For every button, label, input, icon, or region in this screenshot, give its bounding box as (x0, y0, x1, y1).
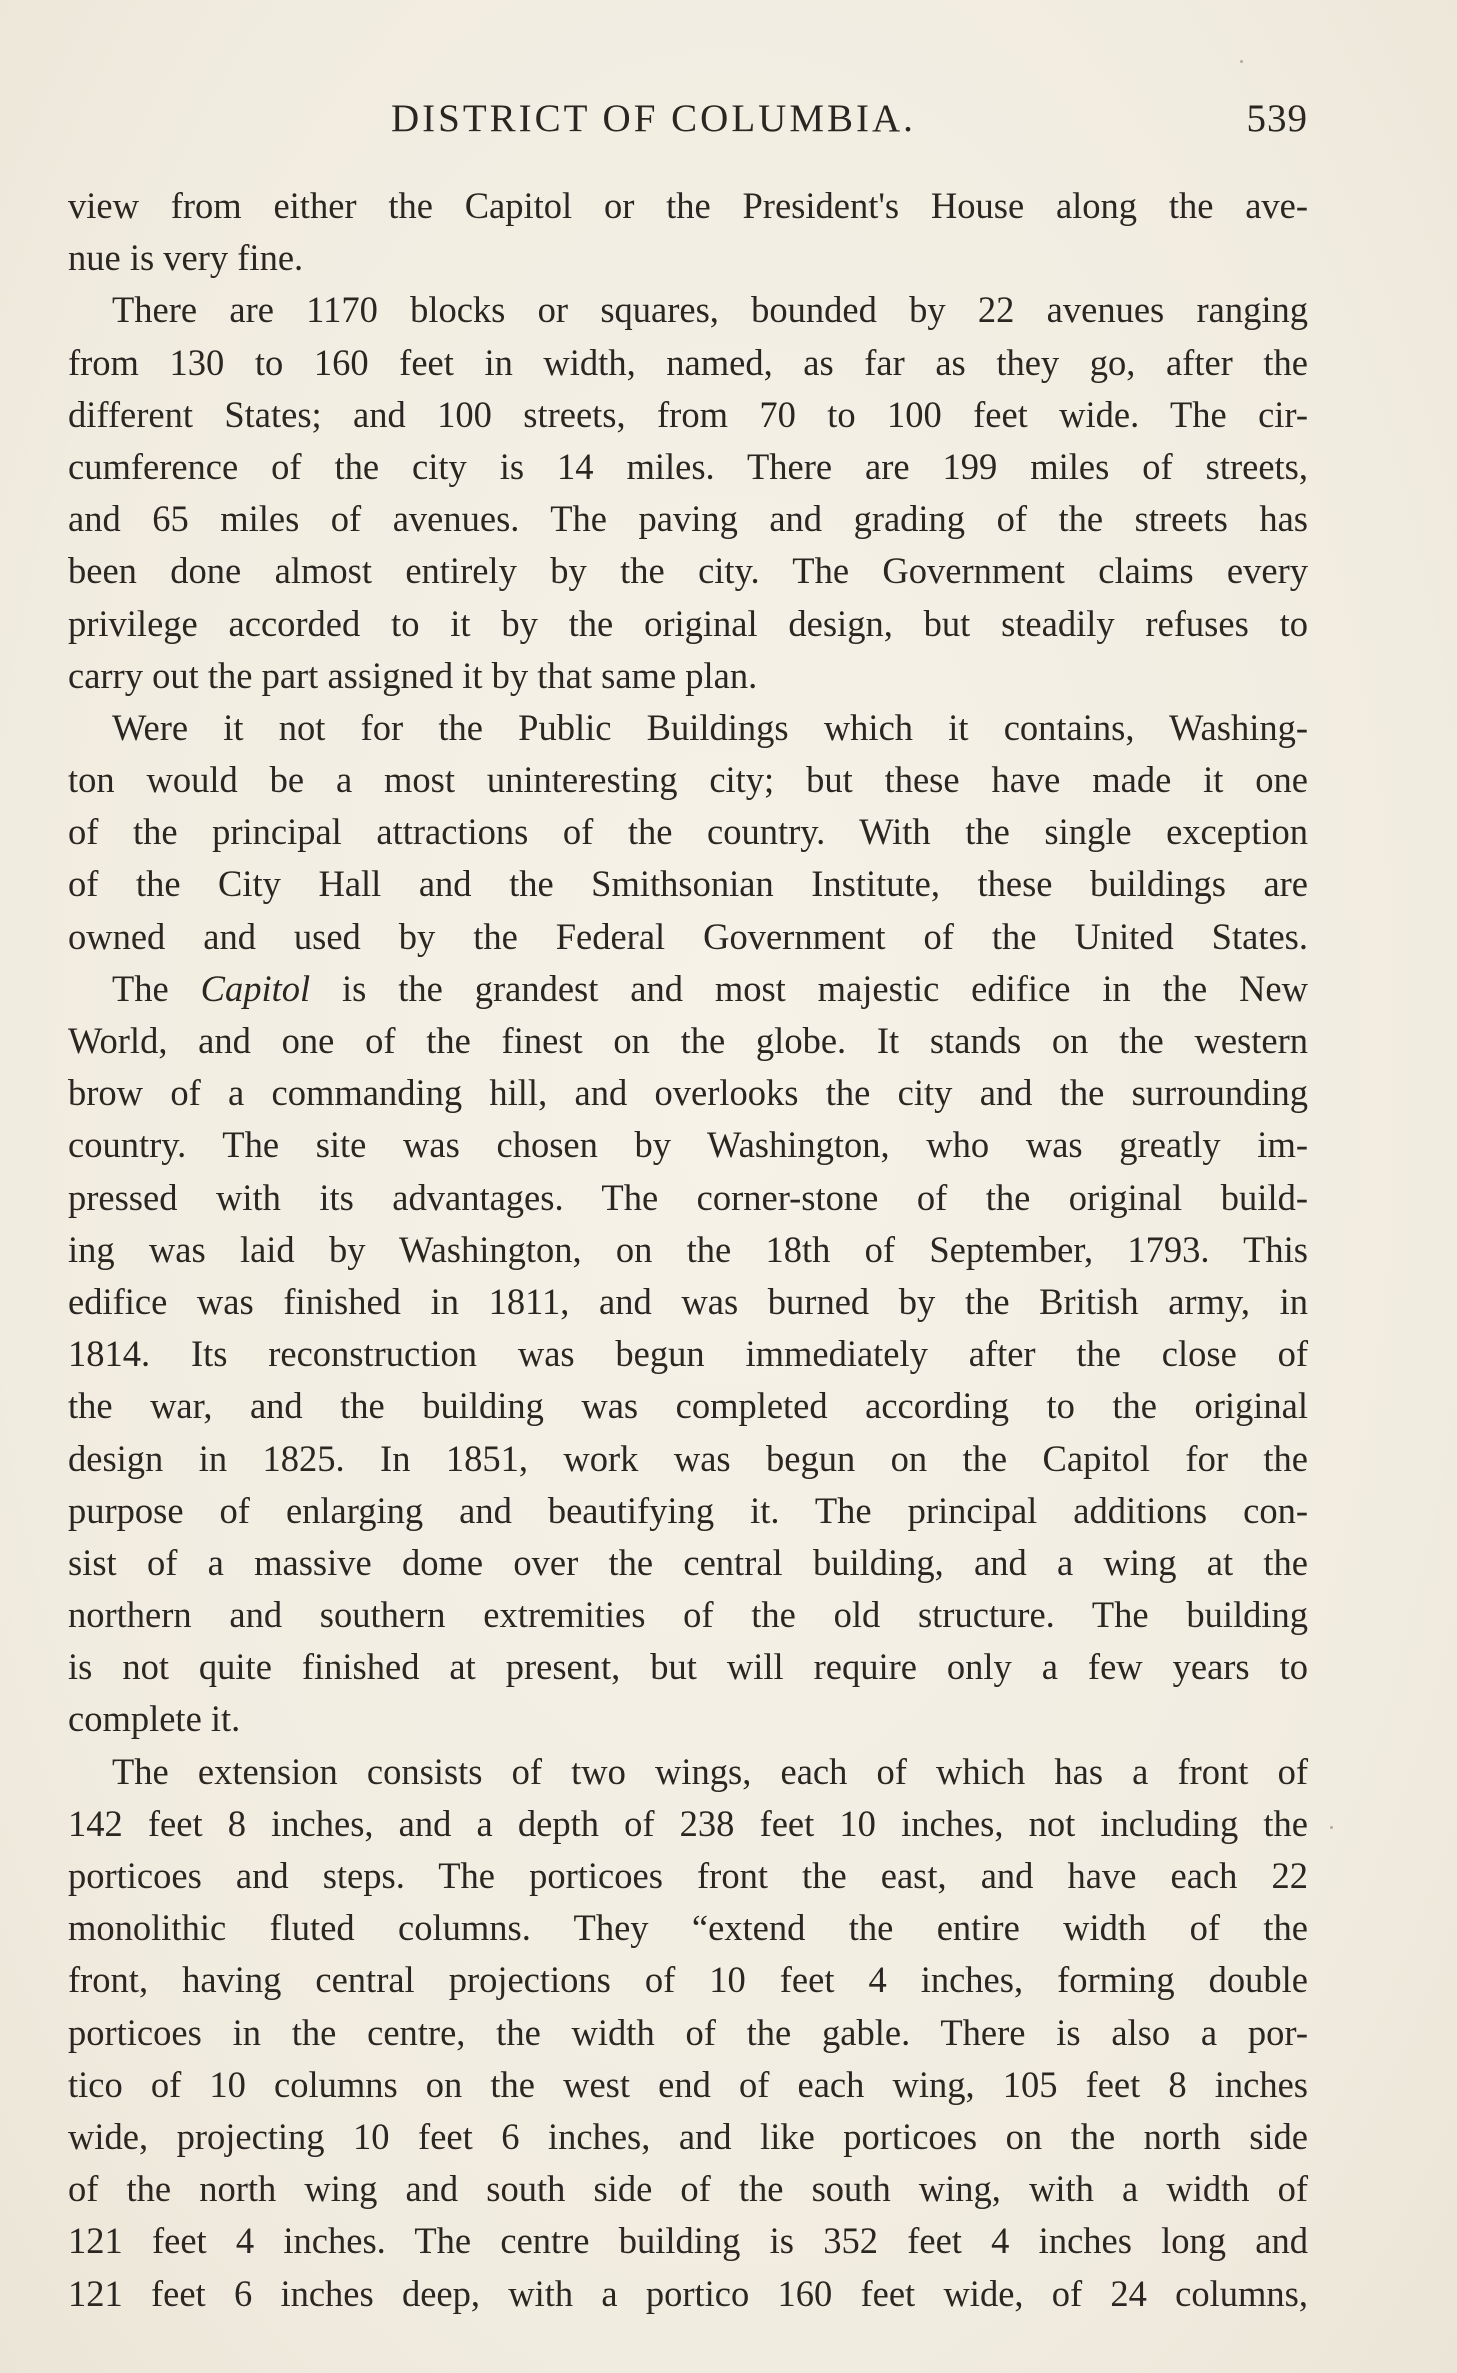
text-line: owned and used by the Federal Government of the United States. (68, 915, 1308, 957)
text-line: is not quite finished at present, but will require only a few years to (68, 1646, 1308, 1688)
text-line: 142 feet 8 inches, and a depth of 238 feet 10 inches, not including the (68, 1802, 1308, 1844)
text-line: Were it not for the Public Buildings which it contains, Washing- (112, 706, 1308, 748)
text-line: cumference of the city is 14 miles. There are 199 miles of streets, (68, 445, 1308, 487)
text-line: from 130 to 160 feet in width, named, as far as they go, after the (68, 341, 1308, 383)
text-line: monolithic fluted columns. They “extend the entire width of the (68, 1907, 1308, 1949)
text-line: different States; and 100 streets, from 70 to 100 feet wide. The cir- (68, 393, 1308, 435)
text-line: of the north wing and south side of the south wing, with a width of (68, 2168, 1308, 2210)
text-fragment: The (112, 967, 201, 1009)
paper-speck (1330, 1826, 1333, 1829)
text-line: World, and one of the finest on the globe. It stands on the western (68, 1020, 1308, 1061)
paper-speck (1240, 60, 1243, 63)
text-line: complete it. (68, 1698, 241, 1740)
text-line: of the City Hall and the Smithsonian Institute, these buildings are (68, 863, 1308, 905)
text-line: ton would be a most uninteresting city; but these have made it one (68, 759, 1308, 801)
text-line: 1814. Its reconstruction was begun immediately after the close of (68, 1333, 1308, 1375)
text-line: been done almost entirely by the city. The Government claims every (68, 550, 1308, 592)
text-line: the war, and the building was completed according to the original (68, 1385, 1308, 1427)
text-line: There are 1170 blocks or squares, bounded by 22 avenues ranging (112, 289, 1308, 331)
text-line: nue is very fine. (68, 237, 304, 279)
text-line: edifice was finished in 1811, and was burned by the British army, in (68, 1280, 1308, 1322)
text-line: porticoes and steps. The porticoes front the east, and have each 22 (68, 1855, 1308, 1896)
page-number: 539 (1246, 97, 1308, 140)
text-line: purpose of enlarging and beautifying it. The principal additions con- (68, 1489, 1308, 1531)
text-line: The extension consists of two wings, each of which has a front of (112, 1750, 1308, 1792)
text-line: wide, projecting 10 feet 6 inches, and like porticoes on the north side (68, 2115, 1308, 2157)
text-line: privilege accorded to it by the original design, but steadily refuses to (68, 602, 1308, 644)
text-line: carry out the part assigned it by that same plan. (68, 654, 758, 696)
text-line: sist of a massive dome over the central building, and a wing at the (68, 1541, 1308, 1583)
capitol-italic: Capitol (200, 967, 311, 1009)
text-line: country. The site was chosen by Washington, who was greatly im- (68, 1124, 1308, 1166)
text-line: of the principal attractions of the country. With the single exception (68, 811, 1308, 853)
text-line: tico of 10 columns on the west end of each wing, 105 feet 8 inches (68, 2063, 1308, 2105)
text-line: 121 feet 6 inches deep, with a portico 160 feet wide, of 24 columns, (68, 2272, 1308, 2314)
running-head (68, 96, 1308, 156)
text-line-capitol (68, 963, 1308, 1015)
text-line: 121 feet 4 inches. The centre building is 352 feet 4 inches long and (68, 2220, 1308, 2262)
text-line: northern and southern extremities of the old structure. The building (68, 1594, 1308, 1636)
text-line: pressed with its advantages. The corner-stone of the original build- (68, 1176, 1308, 1218)
text-line: design in 1825. In 1851, work was begun on the Capitol for the (68, 1437, 1308, 1479)
text-line: and 65 miles of avenues. The paving and grading of the streets has (68, 498, 1308, 540)
text-line: ing was laid by Washington, on the 18th of September, 1793. This (68, 1228, 1308, 1270)
text-line: view from either the Capitol or the President's House along the ave- (68, 185, 1308, 226)
text-line: porticoes in the centre, the width of the gable. There is also a por- (68, 2011, 1308, 2053)
running-title: DISTRICT OF COLUMBIA. (391, 97, 916, 140)
text-line: brow of a commanding hill, and overlooks the city and the surrounding (68, 1072, 1308, 1114)
body-text (68, 180, 1308, 2320)
text-fragment: is the grandest and most majestic edifice in the New (310, 967, 1308, 1009)
text-line: front, having central projections of 10 feet 4 inches, forming double (68, 1959, 1308, 2001)
